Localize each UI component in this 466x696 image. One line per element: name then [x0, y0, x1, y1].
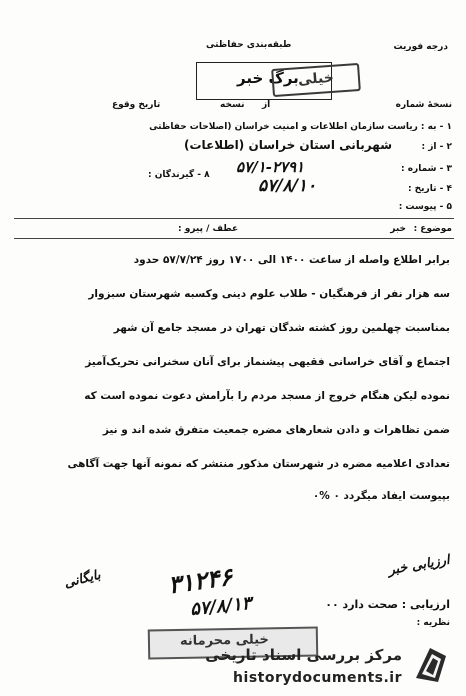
body-line: ضمن تظاهرات و دادن شعارهای مضره جمعیت متفرق شده اند و نیز [102, 424, 450, 436]
body-line: سه هزار نفر از فرهنگیان - طلاب علوم دینی وکسبه شهرستان سبزوار [88, 288, 450, 300]
remark-label: نظریه : [416, 618, 450, 628]
from-value: شهربانی استان خراسان (اطلاعات) [184, 138, 392, 152]
copy-number-label: نسخهٔ شماره [395, 100, 452, 110]
copies-label: نسخه [220, 100, 245, 110]
date-label: ۴ - تاریخ : [407, 184, 452, 194]
archive-logo-icon [408, 642, 454, 688]
date-value: ۵۷/۸/۱۰ [258, 176, 317, 196]
body-line: تعدادی اعلامیه مضره در شهرستان مذکور منتشر که نمونه آنها جهت آگاهی [67, 458, 450, 470]
bottom-stamp-text: خیلی محرمانه [179, 632, 269, 649]
from-label: ۲ - از : [421, 142, 452, 152]
header-divider [14, 218, 454, 219]
body-line: نموده لیکن هنگام خروج از مسجد مردم را بآرامش دعوت نموده است که [84, 390, 450, 402]
to-field: ۱ - به : ریاست سازمان اطلاعات و امنیت خراسان (اصلاحات حفاظتی [149, 122, 452, 132]
evaluation-text: ارزیابی : صحت دارد ۰۰ [325, 598, 450, 611]
handwritten-ref-date: ۵۷/۸/۱۳ [189, 592, 253, 621]
handwritten-signature: ارزیابی خبر [387, 552, 451, 579]
watermark-line1: مرکز بررسی اسناد تاریخی [205, 646, 402, 664]
handwritten-ref-number: ۳۱۲۴۶ [166, 561, 235, 600]
classification-label: طبقه‌بندی حفاظتی [206, 40, 292, 50]
watermark-line2: historydocuments.ir [233, 670, 402, 686]
watermark-footer [0, 636, 466, 696]
subject-value: خبر [390, 224, 406, 234]
form-title: برگ خبر [237, 69, 299, 87]
body-line: اجتماع و آقای خراسانی فقیهی پیشنماز برای آنان سخنرانی تحریک‌آمیز [85, 356, 450, 368]
number-value: ۵۷/۱-۲۷۹۱ [236, 158, 305, 176]
recipients-label: ۸ - گیرندگان : [148, 170, 210, 180]
body-line: بپیوست ایفاد میگردد ۰ %۰ [312, 490, 450, 502]
urgency-label: درجه فوریت [393, 42, 448, 52]
subject-divider [14, 238, 454, 239]
attachment-label: ۵ - پیوست : [398, 202, 452, 212]
event-date-label: تاریخ وقوع [112, 100, 161, 110]
body-line: برابر اطلاع واصله از ساعت ۱۴۰۰ الی ۱۷۰۰ روز ۵۷/۷/۲۴ حدود [133, 254, 450, 266]
number-label: ۳ - شماره : [401, 164, 452, 174]
classification-stamp: خیلی [271, 63, 361, 97]
body-line: بمناسبت چهلمین روز کشته شدگان تهران در مسجد جامع آن شهر [113, 322, 450, 334]
subject-label: موضوع : [413, 224, 452, 234]
reference-label: عطف / پیرو : [178, 224, 239, 234]
of-label: از [262, 100, 271, 110]
handwritten-margin-note: بایگانی [62, 567, 103, 592]
